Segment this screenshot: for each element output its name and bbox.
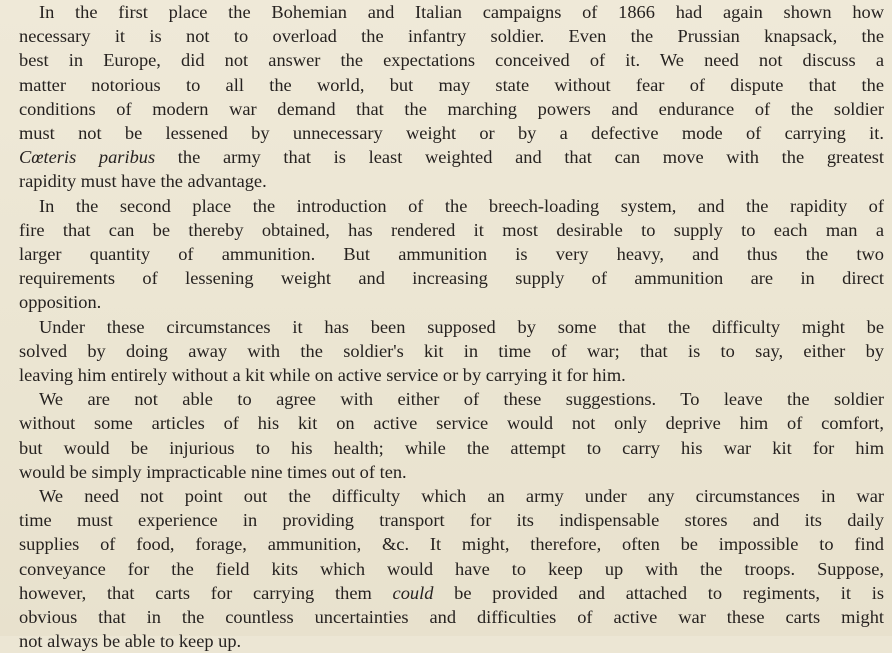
text-line: however, that carts for carrying them could be provided and attached to regiments, it is: [19, 582, 884, 603]
text-line: obvious that in the countless uncertainties and difficulties of active war these carts might: [19, 607, 884, 628]
text-line: Cœteris paribus the army that is least weighted and that can move with the greatest: [19, 147, 885, 168]
text-line: We are not able to agree with either of these suggestions. To leave the soldier: [39, 389, 884, 410]
paragraph: [19, 484, 884, 653]
text-line: solved by doing away with the soldier's kit in time of war; that is to say, either by: [19, 340, 884, 361]
text-line: opposition.: [19, 292, 102, 313]
text-line: would be simply impracticable nine times out of ten.: [19, 461, 407, 482]
text-line: Under these circumstances it has been supposed by some that the difficulty might be: [39, 316, 884, 337]
text-line: fire that can be thereby obtained, has rendered it most desirable to supply to each man a: [19, 219, 884, 240]
text-line: not always be able to keep up.: [19, 631, 242, 652]
paragraph: [19, 315, 884, 388]
text-line: time must experience in providing transport for its indispensable stores and its daily: [19, 510, 884, 531]
text-line: requirements of lessening weight and increasing supply of ammunition are in direct: [19, 268, 884, 289]
text-line: without some articles of his kit on active service would not only deprive him of comfort,: [19, 413, 884, 434]
text-line: In the first place the Bohemian and Italian campaigns of 1866 had again shown how: [39, 2, 884, 22]
text-line: supplies of food, forage, ammunition, &c. It might, therefore, often be impossible to find: [19, 534, 884, 555]
text-line: necessary it is not to overload the infantry soldier. Even the Prussian knapsack, the: [19, 26, 884, 47]
text-line: In the second place the introduction of the breech-loading system, and the rapidity of: [39, 195, 884, 216]
text-line: conveyance for the field kits which would have to keep up with the troops. Suppose,: [19, 558, 884, 579]
paragraph: [19, 387, 884, 484]
paragraph: [19, 0, 884, 194]
paragraph: [19, 194, 884, 315]
text-line: must not be lessened by unnecessary weight or by a defective mode of carrying it.: [19, 123, 884, 144]
text-line: best in Europe, did not answer the expectations conceived of it. We need not discuss a: [19, 50, 884, 71]
text-line: larger quantity of ammunition. But ammunition is very heavy, and thus the two: [19, 244, 884, 265]
text-line: leaving him entirely without a kit while on active service or by carrying it for him.: [19, 365, 626, 386]
text-line: We need not point out the difficulty which an army under any circumstances in war: [39, 486, 884, 507]
text-line: rapidity must have the advantage.: [19, 171, 267, 192]
text-line: matter notorious to all the world, but may state without fear of dispute that the: [19, 74, 884, 95]
document-body: [19, 0, 884, 653]
text-line: conditions of modern war demand that the marching powers and endurance of the soldier: [19, 98, 884, 119]
text-line: but would be injurious to his health; while the attempt to carry his war kit for him: [19, 437, 884, 458]
